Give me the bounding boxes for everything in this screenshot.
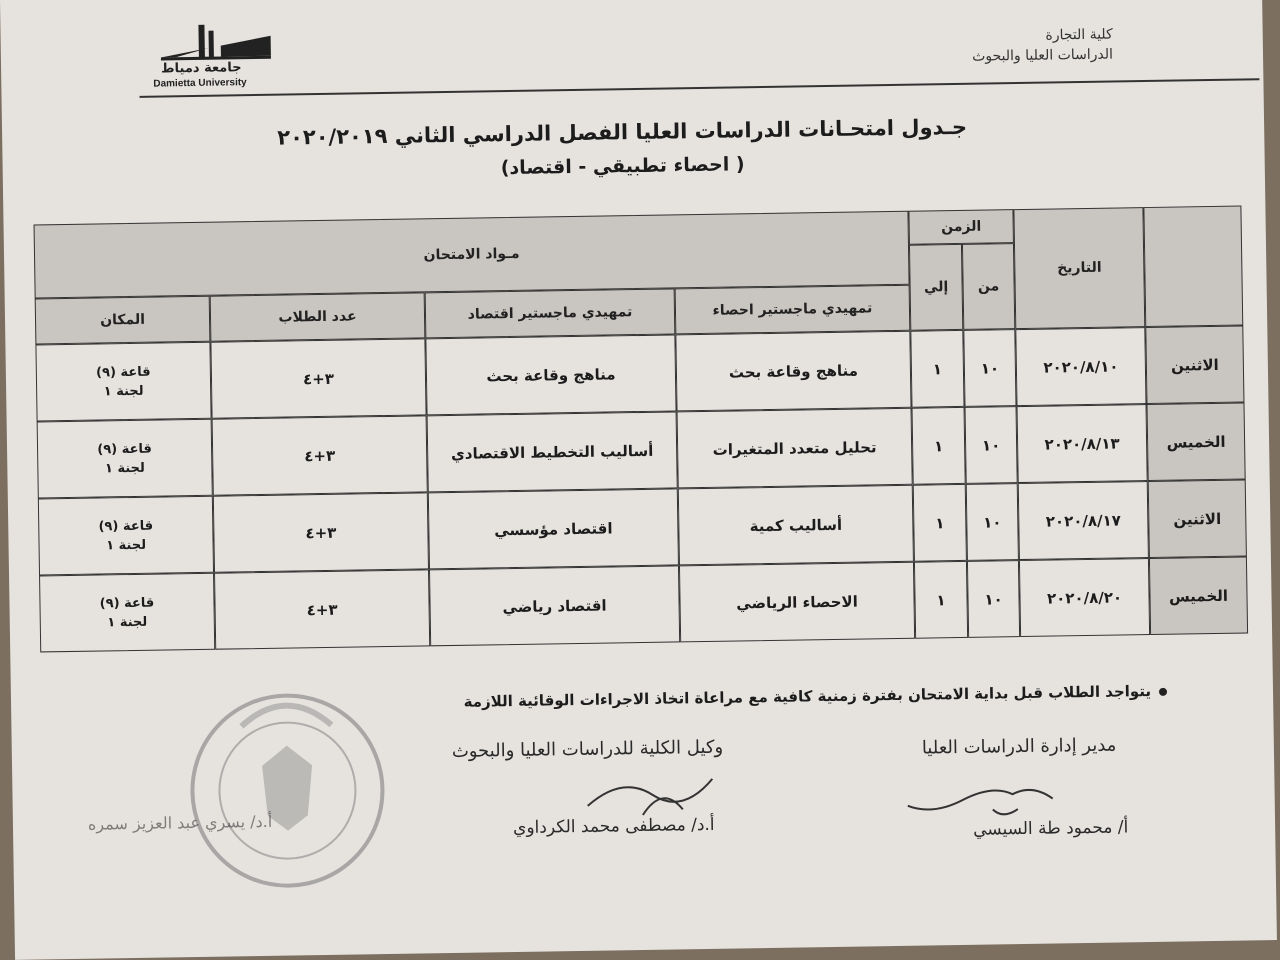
row-4-date: ٢٠٢٠/٨/٢٠ bbox=[1019, 558, 1150, 637]
row-4-hall: قاعة (٩) bbox=[99, 595, 155, 612]
header-date: التاريخ bbox=[1013, 207, 1145, 329]
row-1-from: ١٠ bbox=[963, 329, 1016, 407]
row-1-date: ٢٠٢٠/٨/١٠ bbox=[1015, 327, 1146, 406]
row-2-econ-subject: أساليب التخطيط الاقتصادي bbox=[427, 411, 678, 492]
vice-dean-signature-icon bbox=[582, 764, 723, 826]
logo-arabic-text: جامعة دمياط bbox=[160, 60, 242, 77]
row-1-day: الاثنين bbox=[1145, 326, 1244, 405]
director-signature-icon bbox=[902, 773, 1063, 826]
header-time: الزمن bbox=[908, 209, 1014, 245]
bullet-icon bbox=[1159, 688, 1167, 696]
header-divider bbox=[140, 78, 1260, 98]
director-title: مدير إدارة الدراسات العليا bbox=[921, 734, 1117, 759]
row-4-committee: لجنة ١ bbox=[107, 614, 148, 630]
row-3-from: ١٠ bbox=[966, 483, 1019, 561]
vice-dean-title: وكيل الكلية للدراسات العليا والبحوث bbox=[451, 736, 724, 762]
row-4-from: ١٠ bbox=[967, 560, 1020, 638]
header-from: من bbox=[962, 243, 1015, 330]
header-econ-master: تمهيدي ماجستير اقتصاد bbox=[425, 288, 676, 338]
row-1-place bbox=[35, 342, 211, 422]
header-students: عدد الطلاب bbox=[210, 292, 426, 341]
row-3-day: الاثنين bbox=[1148, 479, 1247, 558]
row-4-students: ٣+٤ bbox=[214, 569, 430, 649]
row-4-stat-subject: الاحصاء الرياضي bbox=[679, 562, 915, 643]
department-name: الدراسات العليا والبحوث bbox=[972, 46, 1114, 65]
row-1-econ-subject: مناهج وقاعة بحث bbox=[425, 334, 676, 415]
row-2-day: الخميس bbox=[1146, 403, 1245, 482]
row-3-place bbox=[38, 496, 214, 576]
page-subtitle: ( احصاء تطبيقي - اقتصاد) bbox=[500, 153, 745, 180]
row-2-hall: قاعة (٩) bbox=[97, 441, 152, 458]
row-2-date: ٢٠٢٠/٨/١٣ bbox=[1017, 404, 1148, 483]
row-4-place bbox=[39, 573, 215, 653]
row-2-place bbox=[37, 419, 213, 499]
row-1-to: ١ bbox=[910, 330, 964, 408]
faculty-name: كلية التجارة bbox=[1045, 26, 1113, 44]
row-2-committee: لجنة ١ bbox=[104, 460, 145, 476]
row-3-committee: لجنة ١ bbox=[106, 537, 147, 553]
page-title: جـدول امتحـانات الدراسات العليا الفصل الدراسي الثاني ٢٠٢٠/٢٠١٩ bbox=[277, 114, 968, 150]
row-1-students: ٣+٤ bbox=[210, 338, 426, 418]
header-place: المكان bbox=[35, 296, 211, 345]
row-1-hall: قاعة (٩) bbox=[95, 364, 151, 381]
row-3-hall: قاعة (٩) bbox=[98, 518, 154, 535]
instruction-note: يتواجد الطلاب قبل بداية الامتحان بفترة زمنية كافية مع مراعاة اتخاذ الاجراءات الوقائية اللازمة bbox=[463, 682, 1152, 711]
row-3-stat-subject: أساليب كمية bbox=[678, 485, 914, 566]
official-stamp-icon bbox=[181, 684, 394, 897]
header-stat-master: تمهيدي ماجستير احصاء bbox=[675, 285, 911, 335]
faculty-header bbox=[972, 25, 1113, 67]
row-1-committee: لجنة ١ bbox=[103, 383, 144, 399]
blank-header-cell bbox=[1143, 206, 1243, 328]
logo-english-text: Damietta University bbox=[153, 77, 247, 90]
row-3-students: ٣+٤ bbox=[213, 492, 429, 572]
row-1-stat-subject: مناهج وقاعة بحث bbox=[675, 331, 911, 412]
row-3-date: ٢٠٢٠/٨/١٧ bbox=[1018, 481, 1149, 560]
row-3-econ-subject: اقتصاد مؤسسي bbox=[428, 488, 679, 569]
header-to: إلي bbox=[909, 244, 963, 331]
director-name: أ/ محمود طة السيسي bbox=[972, 817, 1129, 840]
row-2-stat-subject: تحليل متعدد المتغيرات bbox=[677, 408, 913, 489]
row-2-to: ١ bbox=[912, 407, 966, 485]
row-4-to: ١ bbox=[914, 561, 968, 639]
row-4-day: الخميس bbox=[1149, 556, 1248, 635]
vice-dean-name: أ.د/ مصطفى محمد الكرداوي bbox=[512, 814, 715, 839]
row-3-to: ١ bbox=[913, 484, 967, 562]
exam-schedule-table bbox=[33, 196, 1248, 655]
row-2-students: ٣+٤ bbox=[212, 415, 428, 495]
stamp-name: أ.د/ يسري عبد العزيز سمره bbox=[87, 811, 273, 834]
row-2-from: ١٠ bbox=[965, 406, 1018, 484]
row-4-econ-subject: اقتصاد رياضي bbox=[429, 565, 680, 646]
header-subjects: مـواد الامتحان bbox=[34, 211, 910, 299]
